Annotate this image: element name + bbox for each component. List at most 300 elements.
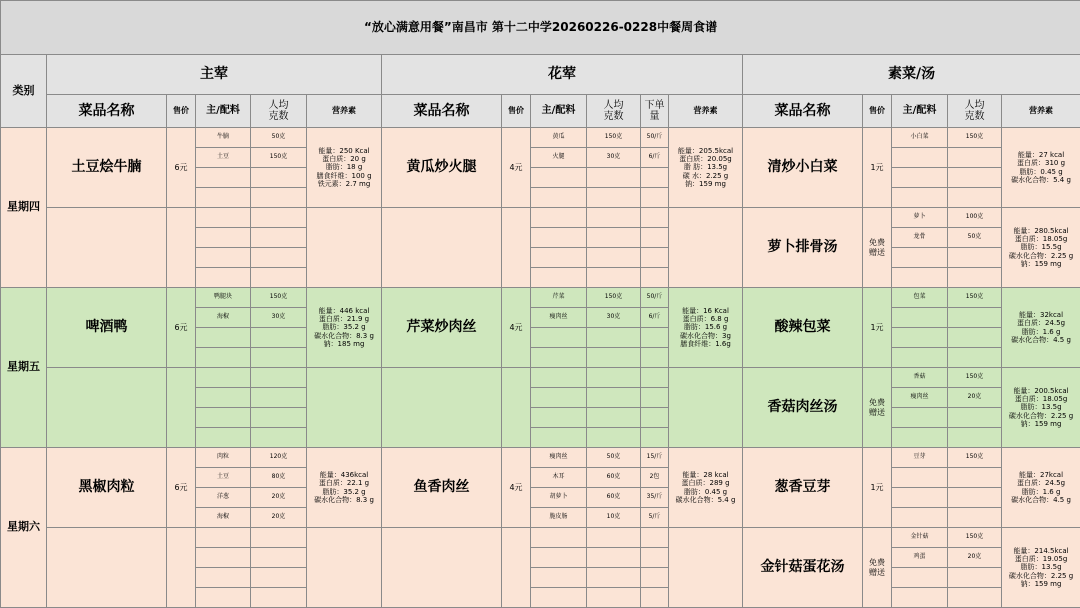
main-ingredient-weight: 30克 <box>251 308 307 328</box>
main-ingredient: 牛腩 <box>196 128 251 148</box>
flower-weight-empty <box>587 428 641 448</box>
main-weight-empty <box>251 428 307 448</box>
main-ingredient: 海椒 <box>196 308 251 328</box>
flower-ingredient: 瘦肉丝 <box>531 448 587 468</box>
main-ingredient-empty <box>196 428 251 448</box>
main-weight-empty <box>251 548 307 568</box>
soup-ingredient: 龙骨 <box>892 228 948 248</box>
main-weight-empty <box>251 248 307 268</box>
veg-dish-price: 1元 <box>863 288 892 368</box>
flower-weight-empty <box>587 568 641 588</box>
flower-weight-empty <box>587 268 641 288</box>
flower-ingredient-weight: 50克 <box>587 448 641 468</box>
nutrition-line: 碳水化合物：2.25 g <box>1002 412 1080 420</box>
flower-ingredient-weight: 60克 <box>587 488 641 508</box>
flower-price-empty <box>502 528 531 608</box>
flower-weight-empty <box>587 588 641 608</box>
soup-nutrition <box>1002 528 1080 608</box>
flower-order-col-header-line: 下单 <box>641 100 668 112</box>
nutrition-line: 脂肪：35.2 g <box>307 323 381 331</box>
nutrition-line: 蛋白质：6.8 g <box>669 315 742 323</box>
nutrition-line: 能量：16 Kcal <box>669 307 742 315</box>
flower-ingredient-empty <box>531 548 587 568</box>
free-gift-text: 赠送 <box>863 568 891 577</box>
flower-ingredient-weight: 30克 <box>587 308 641 328</box>
nutrition-line: 脂肪：0.45 g <box>669 488 742 496</box>
main-ingredient-weight: 20克 <box>251 508 307 528</box>
soup-dish-price <box>863 208 892 288</box>
veg-ingredient-empty <box>892 348 948 368</box>
nutrition-line: 能量：27kcal <box>1002 471 1080 479</box>
table-row <box>1 448 1080 468</box>
flower-weight-empty <box>587 328 641 348</box>
main-ingredient-empty <box>196 268 251 288</box>
soup-ingredient-empty <box>892 248 948 268</box>
nutrition-line: 能量：436kcal <box>307 471 381 479</box>
veg-weight-empty <box>948 148 1002 168</box>
flower-ingredient-empty <box>531 248 587 268</box>
flower-ingredient: 黄瓜 <box>531 128 587 148</box>
flower-weight-empty <box>587 348 641 368</box>
soup-weight-empty <box>948 588 1002 608</box>
flower-order-empty <box>641 428 669 448</box>
nutrition-line: 膳食纤维：100 g <box>307 172 381 180</box>
main-nutrition <box>307 128 382 208</box>
nutrition-line: 膳食纤维：1.6g <box>669 340 742 348</box>
nutrition-line: 能量：205.5kcal <box>669 147 742 155</box>
flower-weight-empty <box>587 208 641 228</box>
main-ingredient-empty <box>196 228 251 248</box>
flower-order-empty <box>641 248 669 268</box>
main-ingredient: 鸭腿块 <box>196 288 251 308</box>
nutrition-line: 蛋白质：310 g <box>1002 159 1080 167</box>
nutrition-line: 脂 肪：13.5g <box>669 163 742 171</box>
flower-dish-price: 4元 <box>502 288 531 368</box>
veg-ingredient-empty <box>892 148 948 168</box>
veg-dish-name: 清炒小白菜 <box>743 128 863 208</box>
main-ingredient-empty <box>196 208 251 228</box>
main-weight-empty <box>251 328 307 348</box>
soup-ingredient-weight: 50克 <box>948 228 1002 248</box>
veg-per-person-col-header <box>948 95 1002 128</box>
soup-ingredient: 瘦肉丝 <box>892 388 948 408</box>
main-price-empty <box>167 368 196 448</box>
soup-dish-price <box>863 528 892 608</box>
veg-ingredient-empty <box>892 508 948 528</box>
main-ingredient-empty <box>196 588 251 608</box>
nutrition-line: 脂肪：13.5g <box>1002 563 1080 571</box>
main-ingredient-empty <box>196 568 251 588</box>
main-dish-name: 啤酒鸭 <box>47 288 167 368</box>
flower-order-qty: 50/斤 <box>641 128 669 148</box>
veg-weight-empty <box>948 328 1002 348</box>
flower-per-person-col-header-line: 人均 <box>587 100 640 112</box>
flower-nutrition <box>669 448 743 528</box>
main-ingredient-empty <box>196 328 251 348</box>
flower-weight-empty <box>587 228 641 248</box>
flower-order-empty <box>641 548 669 568</box>
section-veg-soup: 素菜/汤 <box>743 55 1080 95</box>
main-ingredient: 土豆 <box>196 468 251 488</box>
soup-weight-empty <box>948 568 1002 588</box>
veg-dish-price: 1元 <box>863 128 892 208</box>
veg-per-person-col-header-line: 人均 <box>948 100 1001 112</box>
soup-ingredient-weight: 150克 <box>948 368 1002 388</box>
main-nutrition-col-header: 营养素 <box>307 95 382 128</box>
day-label: 星期五 <box>1 288 47 448</box>
veg-ingredient-weight: 150克 <box>948 448 1002 468</box>
category-header: 类别 <box>1 55 47 128</box>
main-ingredient-empty <box>196 368 251 388</box>
main-weight-empty <box>251 208 307 228</box>
soup-ingredient: 金针菇 <box>892 528 948 548</box>
flower-weight-empty <box>587 168 641 188</box>
main-nutrition-empty <box>307 528 382 608</box>
nutrition-line: 蛋白质：18.05g <box>1002 395 1080 403</box>
main-ingredient-empty <box>196 348 251 368</box>
flower-order-qty: 15/斤 <box>641 448 669 468</box>
nutrition-line: 脂肪：35.2 g <box>307 488 381 496</box>
nutrition-line: 脂肪：1.6 g <box>1002 328 1080 336</box>
main-ingredient: 洋葱 <box>196 488 251 508</box>
main-weight-empty <box>251 368 307 388</box>
main-ingredient-weight: 80克 <box>251 468 307 488</box>
veg-weight-empty <box>948 348 1002 368</box>
veg-weight-empty <box>948 308 1002 328</box>
flower-price-empty <box>502 208 531 288</box>
main-ingredient-weight: 150克 <box>251 148 307 168</box>
free-gift-text: 免费 <box>863 238 891 247</box>
soup-ingredient-empty <box>892 408 948 428</box>
veg-ingredient: 小白菜 <box>892 128 948 148</box>
main-price-empty <box>167 528 196 608</box>
flower-ingredient-weight: 30克 <box>587 148 641 168</box>
main-ingredient-empty <box>196 248 251 268</box>
main-ingredient-empty <box>196 528 251 548</box>
flower-nutrition-empty <box>669 368 743 448</box>
main-ingredient: 肉粒 <box>196 448 251 468</box>
veg-ingredient-empty <box>892 468 948 488</box>
section-flower-meat: 花荤 <box>382 55 743 95</box>
flower-ingredient: 胡萝卜 <box>531 488 587 508</box>
main-weight-empty <box>251 528 307 548</box>
section-main-meat: 主荤 <box>47 55 382 95</box>
table-row <box>1 528 1080 548</box>
nutrition-line: 脂肪：15.6 g <box>669 323 742 331</box>
soup-nutrition <box>1002 208 1080 288</box>
soup-weight-empty <box>948 268 1002 288</box>
main-dish-price: 6元 <box>167 128 196 208</box>
main-per-person-col-header-line: 人均 <box>251 100 306 112</box>
soup-ingredient-weight: 150克 <box>948 528 1002 548</box>
nutrition-line: 碳水化合物：2.25 g <box>1002 252 1080 260</box>
flower-ingredient-empty <box>531 388 587 408</box>
nutrition-line: 铁元素：2.7 mg <box>307 180 381 188</box>
main-ingredients-col-header: 主/配料 <box>196 95 251 128</box>
flower-ingredient-empty <box>531 428 587 448</box>
free-gift-text: 免费 <box>863 398 891 407</box>
soup-nutrition <box>1002 368 1080 448</box>
flower-ingredient-empty <box>531 228 587 248</box>
flower-dish-col-header: 菜品名称 <box>382 95 502 128</box>
flower-weight-empty <box>587 548 641 568</box>
flower-weight-empty <box>587 368 641 388</box>
nutrition-line: 能量：280.5kcal <box>1002 227 1080 235</box>
flower-nutrition <box>669 288 743 368</box>
soup-ingredient-weight: 20克 <box>948 388 1002 408</box>
soup-ingredient-empty <box>892 428 948 448</box>
flower-order-empty <box>641 188 669 208</box>
flower-order-qty: 6/斤 <box>641 148 669 168</box>
flower-dish-empty <box>382 368 502 448</box>
main-per-person-col-header <box>251 95 307 128</box>
nutrition-line: 蛋白质：20.05g <box>669 155 742 163</box>
veg-per-person-col-header-line: 克数 <box>948 111 1001 123</box>
main-ingredient-empty <box>196 388 251 408</box>
veg-nutrition <box>1002 128 1080 208</box>
nutrition-line: 碳水化合物：3g <box>669 332 742 340</box>
flower-ingredient: 芹菜 <box>531 288 587 308</box>
flower-order-empty <box>641 588 669 608</box>
nutrition-line: 能量：214.5kcal <box>1002 547 1080 555</box>
flower-order-qty: 5/斤 <box>641 508 669 528</box>
flower-dish-empty <box>382 528 502 608</box>
veg-weight-empty <box>948 488 1002 508</box>
nutrition-line: 蛋白质：24.5g <box>1002 319 1080 327</box>
nutrition-line: 蛋白质：19.05g <box>1002 555 1080 563</box>
nutrition-line: 能量：446 kcal <box>307 307 381 315</box>
flower-ingredient-weight: 150克 <box>587 128 641 148</box>
nutrition-line: 蛋白质：20 g <box>307 155 381 163</box>
flower-ingredient-empty <box>531 328 587 348</box>
flower-weight-empty <box>587 388 641 408</box>
flower-ingredient-empty <box>531 588 587 608</box>
nutrition-line: 能量：32kcal <box>1002 311 1080 319</box>
flower-ingredient-empty <box>531 268 587 288</box>
nutrition-line: 钠：159 mg <box>1002 260 1080 268</box>
flower-order-qty: 50/斤 <box>641 288 669 308</box>
nutrition-line: 碳水化合物：2.25 g <box>1002 572 1080 580</box>
day-label: 星期四 <box>1 128 47 288</box>
soup-dish-name: 萝卜排骨汤 <box>743 208 863 288</box>
table-row <box>1 368 1080 388</box>
flower-order-empty <box>641 328 669 348</box>
main-ingredient-empty <box>196 188 251 208</box>
main-weight-empty <box>251 588 307 608</box>
flower-order-qty: 2包 <box>641 468 669 488</box>
main-ingredient: 土豆 <box>196 148 251 168</box>
flower-order-empty <box>641 528 669 548</box>
flower-ingredient-empty <box>531 568 587 588</box>
nutrition-line: 能量：27 kcal <box>1002 151 1080 159</box>
nutrition-line: 能量：28 kcal <box>669 471 742 479</box>
main-ingredient: 海椒 <box>196 508 251 528</box>
main-weight-empty <box>251 348 307 368</box>
flower-order-qty: 35/斤 <box>641 488 669 508</box>
flower-per-person-col-header <box>587 95 641 128</box>
soup-dish-name: 香菇肉丝汤 <box>743 368 863 448</box>
nutrition-line: 蛋白质：21.9 g <box>307 315 381 323</box>
veg-nutrition <box>1002 448 1080 528</box>
soup-ingredient: 萝卜 <box>892 208 948 228</box>
main-dish-name: 黑椒肉粒 <box>47 448 167 528</box>
veg-weight-empty <box>948 468 1002 488</box>
flower-weight-empty <box>587 408 641 428</box>
main-price-empty <box>167 208 196 288</box>
soup-ingredient-empty <box>892 588 948 608</box>
main-dish-empty <box>47 528 167 608</box>
flower-order-col-header-line: 量 <box>641 111 668 123</box>
free-gift-text: 免费 <box>863 558 891 567</box>
nutrition-line: 碳水化合物：5.4 g <box>669 496 742 504</box>
veg-ingredient-empty <box>892 188 948 208</box>
flower-weight-empty <box>587 528 641 548</box>
nutrition-line: 能量：200.5kcal <box>1002 387 1080 395</box>
main-dish-empty <box>47 368 167 448</box>
main-weight-empty <box>251 228 307 248</box>
main-dish-name: 土豆烩牛腩 <box>47 128 167 208</box>
flower-order-empty <box>641 568 669 588</box>
flower-order-empty <box>641 348 669 368</box>
flower-ingredient-weight: 60克 <box>587 468 641 488</box>
main-dish-price: 6元 <box>167 448 196 528</box>
soup-weight-empty <box>948 248 1002 268</box>
veg-dish-name: 酸辣包菜 <box>743 288 863 368</box>
soup-ingredient-empty <box>892 568 948 588</box>
flower-ingredient: 瘦肉丝 <box>531 308 587 328</box>
nutrition-line: 碳水化合物：4.5 g <box>1002 336 1080 344</box>
flower-order-empty <box>641 368 669 388</box>
veg-ingredient-weight: 150克 <box>948 128 1002 148</box>
main-nutrition-empty <box>307 208 382 288</box>
soup-weight-empty <box>948 408 1002 428</box>
main-weight-empty <box>251 408 307 428</box>
veg-ingredient: 豆芽 <box>892 448 948 468</box>
table-row <box>1 128 1080 148</box>
flower-order-empty <box>641 208 669 228</box>
flower-dish-empty <box>382 208 502 288</box>
flower-ingredient-weight: 10克 <box>587 508 641 528</box>
table-row <box>1 208 1080 228</box>
main-ingredient-weight: 20克 <box>251 488 307 508</box>
veg-ingredient-empty <box>892 328 948 348</box>
veg-ingredients-col-header: 主/配料 <box>892 95 948 128</box>
nutrition-line: 脂肪：15.5g <box>1002 243 1080 251</box>
flower-dish-name: 黄瓜炒火腿 <box>382 128 502 208</box>
veg-dish-price: 1元 <box>863 448 892 528</box>
veg-ingredient-empty <box>892 308 948 328</box>
main-ingredient-empty <box>196 548 251 568</box>
nutrition-line: 能量：250 Kcal <box>307 147 381 155</box>
flower-ingredient-empty <box>531 188 587 208</box>
flower-weight-empty <box>587 188 641 208</box>
soup-weight-empty <box>948 428 1002 448</box>
main-ingredient-weight: 120克 <box>251 448 307 468</box>
veg-ingredient-empty <box>892 488 948 508</box>
nutrition-line: 钠：159 mg <box>1002 420 1080 428</box>
flower-ingredient-empty <box>531 208 587 228</box>
day-label: 星期六 <box>1 448 47 608</box>
main-nutrition-empty <box>307 368 382 448</box>
flower-price-empty <box>502 368 531 448</box>
main-weight-empty <box>251 168 307 188</box>
main-nutrition <box>307 288 382 368</box>
veg-ingredient-empty <box>892 168 948 188</box>
veg-weight-empty <box>948 508 1002 528</box>
veg-dish-col-header: 菜品名称 <box>743 95 863 128</box>
main-weight-empty <box>251 268 307 288</box>
veg-price-col-header: 售价 <box>863 95 892 128</box>
nutrition-line: 蛋白质：24.5g <box>1002 479 1080 487</box>
flower-order-col-header <box>641 95 669 128</box>
veg-ingredient-weight: 150克 <box>948 288 1002 308</box>
flower-dish-price: 4元 <box>502 448 531 528</box>
flower-order-empty <box>641 388 669 408</box>
flower-ingredients-col-header: 主/配料 <box>531 95 587 128</box>
nutrition-line: 脂肪：18 g <box>307 163 381 171</box>
nutrition-line: 脂肪：1.6 g <box>1002 488 1080 496</box>
main-dish-col-header: 菜品名称 <box>47 95 167 128</box>
nutrition-line: 碳水化合物：8.3 g <box>307 332 381 340</box>
nutrition-line: 钠：159 mg <box>1002 580 1080 588</box>
veg-nutrition-col-header: 营养素 <box>1002 95 1080 128</box>
flower-ingredient: 木耳 <box>531 468 587 488</box>
veg-weight-empty <box>948 168 1002 188</box>
flower-dish-price: 4元 <box>502 128 531 208</box>
nutrition-line: 蛋白质：18.05g <box>1002 235 1080 243</box>
soup-ingredient-empty <box>892 268 948 288</box>
flower-ingredient-weight: 150克 <box>587 288 641 308</box>
nutrition-line: 脂肪：0.45 g <box>1002 168 1080 176</box>
main-ingredient-empty <box>196 408 251 428</box>
flower-dish-name: 鱼香肉丝 <box>382 448 502 528</box>
main-ingredient-weight: 150克 <box>251 288 307 308</box>
soup-ingredient-weight: 20克 <box>948 548 1002 568</box>
nutrition-line: 碳 水：2.25 g <box>669 172 742 180</box>
main-ingredient-weight: 50克 <box>251 128 307 148</box>
nutrition-line: 碳水化合物：8.3 g <box>307 496 381 504</box>
flower-ingredient-empty <box>531 348 587 368</box>
flower-per-person-col-header-line: 克数 <box>587 111 640 123</box>
nutrition-line: 碳水化合物：5.4 g <box>1002 176 1080 184</box>
main-dish-empty <box>47 208 167 288</box>
flower-order-empty <box>641 228 669 248</box>
nutrition-line: 蛋白质：289 g <box>669 479 742 487</box>
main-weight-empty <box>251 188 307 208</box>
main-ingredient-empty <box>196 168 251 188</box>
flower-price-col-header: 售价 <box>502 95 531 128</box>
main-price-col-header: 售价 <box>167 95 196 128</box>
flower-order-empty <box>641 408 669 428</box>
flower-ingredient-empty <box>531 528 587 548</box>
nutrition-line: 钠：185 mg <box>307 340 381 348</box>
soup-dish-price <box>863 368 892 448</box>
veg-ingredient: 包菜 <box>892 288 948 308</box>
soup-ingredient: 香菇 <box>892 368 948 388</box>
flower-ingredient-empty <box>531 368 587 388</box>
flower-nutrition-empty <box>669 208 743 288</box>
nutrition-line: 钠：159 mg <box>669 180 742 188</box>
veg-dish-name: 葱香豆芽 <box>743 448 863 528</box>
flower-dish-name: 芹菜炒肉丝 <box>382 288 502 368</box>
main-weight-empty <box>251 568 307 588</box>
main-nutrition <box>307 448 382 528</box>
flower-order-empty <box>641 268 669 288</box>
flower-nutrition-col-header: 营养素 <box>669 95 743 128</box>
table-row <box>1 288 1080 308</box>
flower-ingredient: 火腿 <box>531 148 587 168</box>
page-title: “放心满意用餐”南昌市 第十二中学20260226-0228中餐周食谱 <box>1 1 1080 55</box>
